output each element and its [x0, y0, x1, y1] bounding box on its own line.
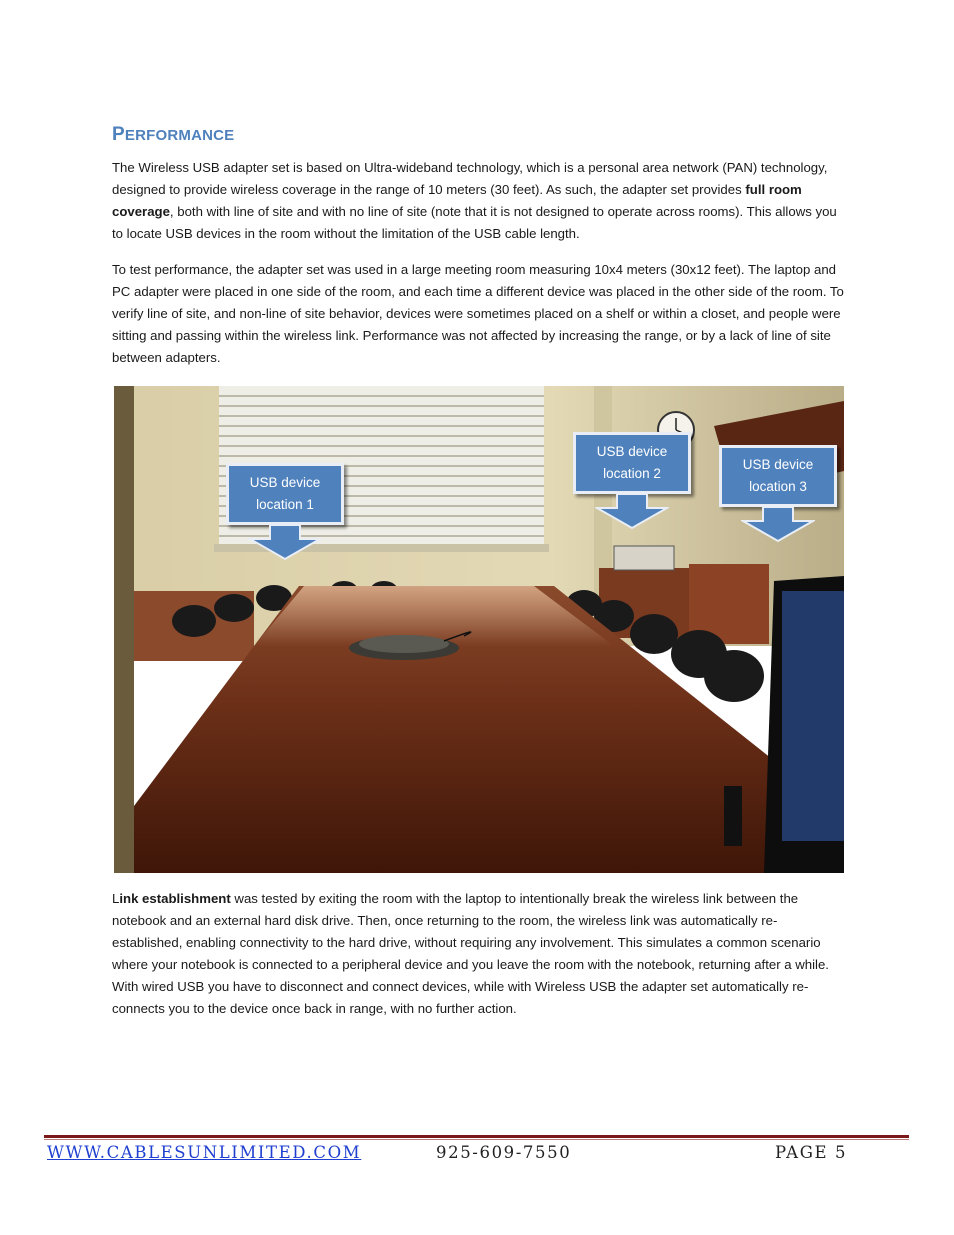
footer-rule-thin [44, 1139, 909, 1140]
section-heading [112, 124, 234, 146]
p3-text-post: was tested by exiting the room with the laptop to intentionally break the wireless link between the notebook and an external hard disk drive. Then, once returning to the room, the wireless link was automatically re-established, enabling connectivity to the hard drive, without requiring any involvement. This simulates a common scenario where your notebook is connected to a peripheral device and you leave the room with the notebook, returning after a while. With wired USB you have to disconnect and connect devices, while with Wireless USB the adapter set automatically re-connects you to the device once back in range, with no further action. [112, 891, 829, 1016]
paragraph-intro [112, 157, 847, 245]
callout-2-line2: location 2 [603, 466, 661, 481]
arrow-location-3 [741, 507, 815, 543]
callout-location-1 [226, 463, 344, 525]
heading-rest: ERFORMANCE [124, 127, 235, 144]
p1-text-post: , both with line of site and with no line of site (note that it is not designed to operate across rooms). This allows you to locate USB devices in the room without the limitation of the USB cable length. [112, 204, 837, 241]
p3-bold: ink establishment [119, 891, 231, 906]
callout-1-line2: location 1 [256, 497, 314, 512]
paragraph-test: To test performance, the adapter set was used in a large meeting room measuring 10x4 meters (30x12 feet). The laptop and PC adapter were placed in one side of the room, and each time a different device was placed in the other side of the room. To verify line of site, and non-line of site behavior, devices were sometimes placed on a shelf or within a closet, and people were sitting and passing within the wireless link. Performance was not affected by increasing the range, or by a lack of line of site between adapters. [112, 262, 844, 365]
heading-initial: P [112, 124, 125, 145]
p1-text-pre: The Wireless USB adapter set is based on Ultra-wideband technology, which is a personal area network (PAN) technology, designed to provide wireless coverage in the range of 10 meters (30 feet). As such, the adapter set provides [112, 160, 828, 197]
footer-website-link[interactable]: WWW.CABLESUNLIMITED.COM [47, 1143, 362, 1162]
callout-location-2 [573, 432, 691, 494]
callout-3-line1: USB device [742, 457, 814, 472]
callout-location-3 [719, 445, 837, 507]
arrow-location-2 [595, 494, 669, 530]
p3-text-pre: L [112, 891, 120, 906]
paragraph-link-establishment [112, 888, 847, 1020]
footer-rule [44, 1135, 909, 1138]
callout-2-line1: USB device [596, 444, 668, 459]
p1-bold: full room coverage [112, 182, 802, 219]
arrow-location-1 [248, 525, 322, 561]
callout-3-line2: location 3 [749, 479, 807, 494]
callout-1-line1: USB device [249, 475, 321, 490]
footer-phone: 925-609-7550 [436, 1143, 572, 1162]
footer-page-number: PAGE 5 [775, 1143, 848, 1162]
